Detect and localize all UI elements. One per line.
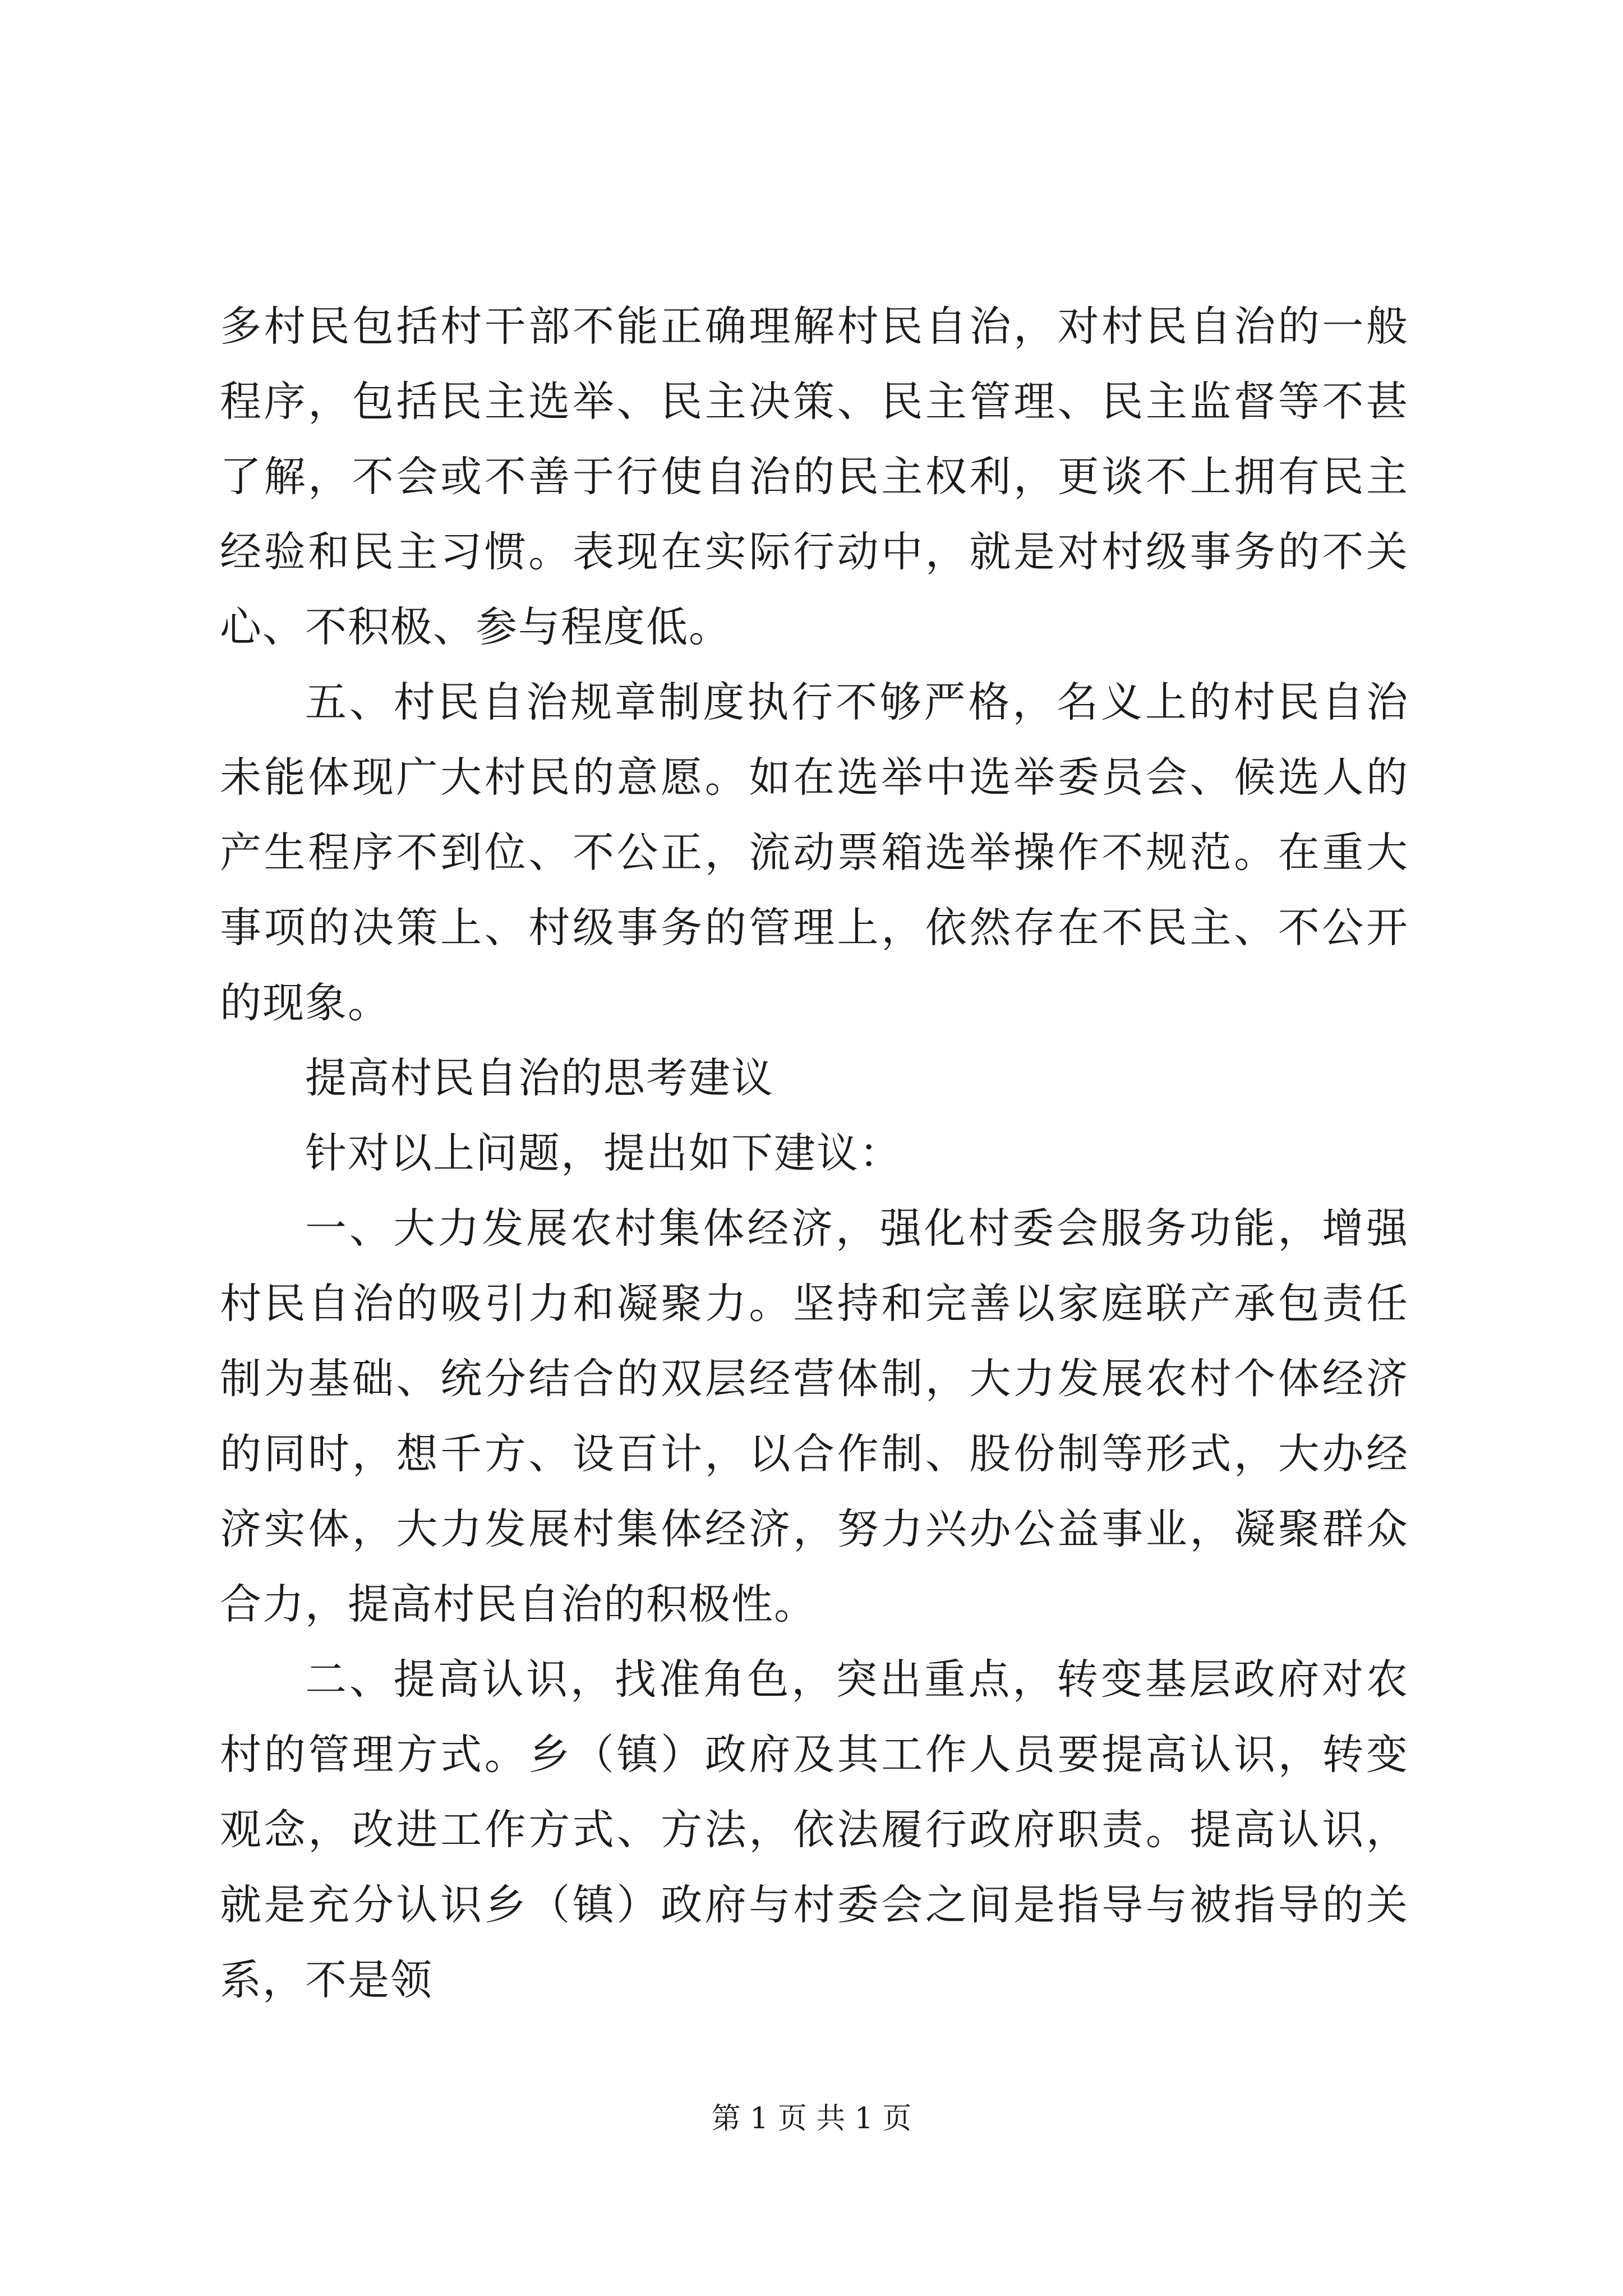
paragraph-2: 五、村民自治规章制度执行不够严格，名义上的村民自治未能体现广大村民的意愿。如在选举中选举委员会、候选人的产生程序不到位、不公正，流动票箱选举操作不规范。在重大事项的决策上、村级事务的管理上，依然存在不民主、不公开的现象。 — [220, 678, 1409, 1027]
paragraph-1: 多村民包括村干部不能正确理解村民自治，对村民自治的一般程序，包括民主选举、民主决策、民主管理、民主监督等不甚了解，不会或不善于行使自治的民主权利，更谈不上拥有民主经验和民主习惯。表现在实际行动中，就是对村级事务的不关心、不积极、参与程度低。 — [220, 302, 1409, 651]
document-body — [220, 289, 1409, 2018]
section-heading: 提高村民自治的思考建议 — [305, 1054, 774, 1102]
paragraph-intro: 针对以上问题，提出如下建议： — [305, 1129, 902, 1177]
paragraph-suggestion-1: 一、大力发展农村集体经济，强化村委会服务功能，增强村民自治的吸引力和凝聚力。坚持和完善以家庭联产承包责任制为基础、统分结合的双层经营体制，大力发展农村个体经济的同时，想千方、设百计，以合作制、股份制等形式，大办经济实体，大力发展村集体经济，努力兴办公益事业，凝聚群众合力，提高村民自治的积极性。 — [220, 1204, 1409, 1628]
paragraph-suggestion-2: 二、提高认识，找准角色，突出重点，转变基层政府对农村的管理方式。乡（镇）政府及其工作人员要提高认识，转变观念，改进工作方式、方法，依法履行政府职责。提高认识，就是充分认识乡（镇）政府与村委会之间是指导与被指导的关系，不是领 — [220, 1655, 1409, 2004]
page-footer: 第 1 页 共 1 页 — [711, 2102, 912, 2136]
